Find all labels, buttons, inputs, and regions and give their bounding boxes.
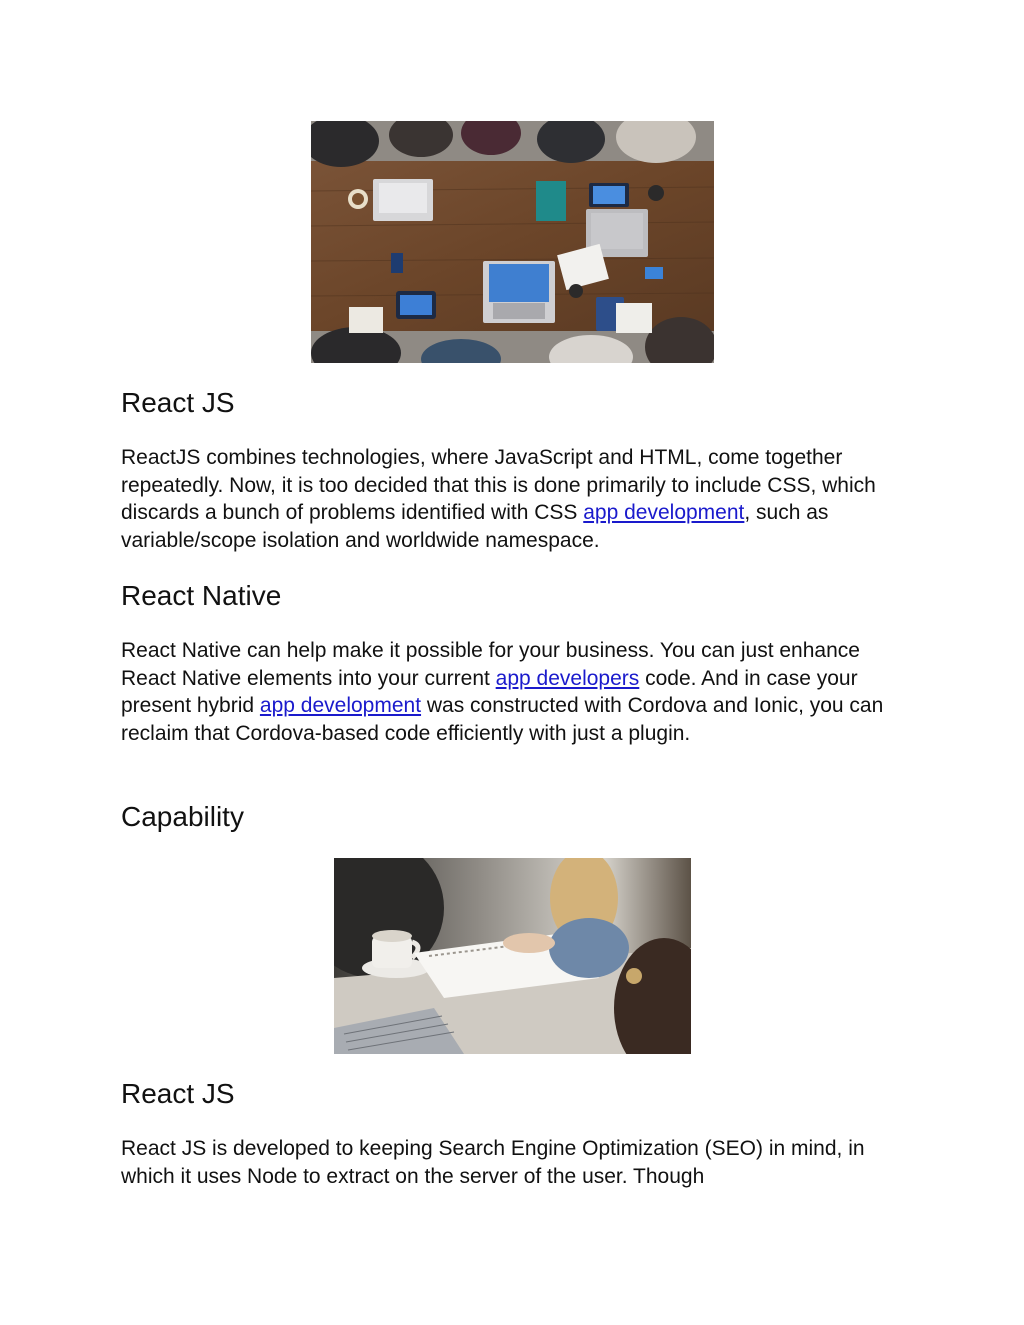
paragraph-text: React Native can help make it possible for your business. You can just enhance React Native elements into your current: [121, 639, 860, 690]
paragraph-text: , such as variable/scope isolation and worldwide namespace.: [121, 501, 829, 552]
section-heading-react-native: React Native: [121, 580, 282, 611]
react-js-seo-paragraph: [121, 1135, 901, 1190]
paragraph-text: React JS is developed to keeping Search Engine Optimization (SEO) in mind, in which it uses Node to extract on the server of the user. Though: [121, 1137, 865, 1188]
section-heading-react-js-2: React JS: [121, 1078, 235, 1109]
paragraph-text: code. And in case your present hybrid: [121, 666, 858, 717]
react-js-paragraph: [121, 444, 901, 554]
react-native-paragraph: [121, 637, 901, 747]
section-heading-react-js: React JS: [121, 387, 235, 418]
app-developers-link[interactable]: app developers: [495, 666, 640, 690]
paragraph-text: ReactJS combines technologies, where JavaScript and HTML, come together repeatedly. Now, it is too decided that this is done primarily to include CSS, which discards a bunch of problems identified with CSS: [121, 446, 876, 524]
app-development-link[interactable]: app development: [583, 501, 745, 524]
paragraph-text: was constructed with Cordova and Ionic, you can reclaim that Cordova-based code efficiently with just a plugin.: [121, 694, 884, 745]
team-meeting-photo: [311, 121, 714, 363]
section-heading-capability: Capability: [121, 801, 244, 832]
app-development-link[interactable]: app development: [259, 694, 422, 717]
working-desk-photo: [334, 858, 691, 1054]
